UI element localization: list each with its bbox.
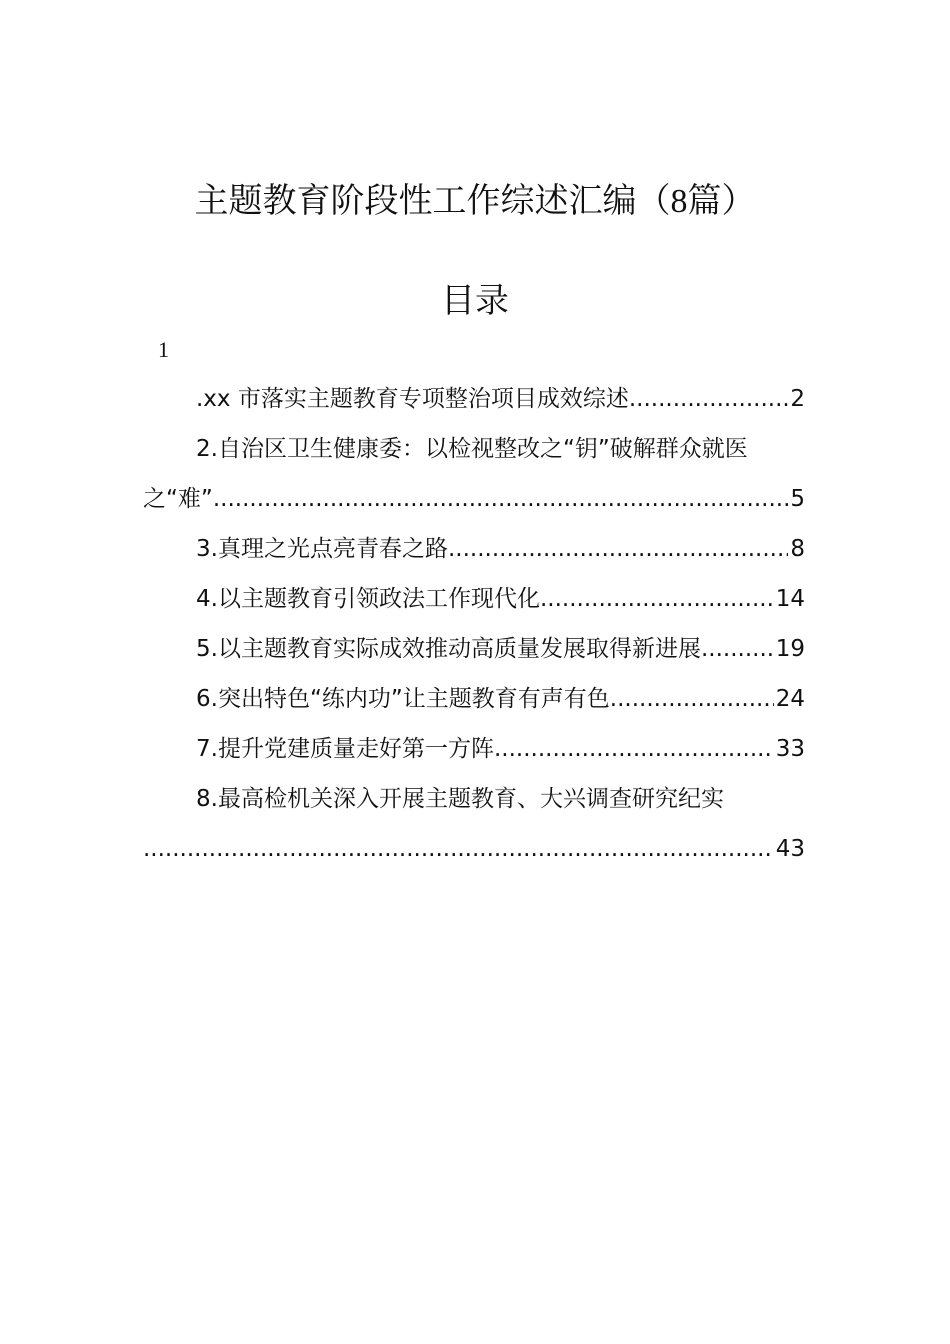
title-prefix: 主题教育阶段性工作综述汇编（ <box>194 181 671 221</box>
toc-entry-4[interactable] <box>143 574 805 624</box>
toc-entry-7[interactable] <box>143 724 805 774</box>
toc-entry-1[interactable] <box>143 374 805 424</box>
title-number: 8 <box>670 183 688 220</box>
toc-entry-text: 2.自治区卫生健康委：以检视整改之“钥”破解群众就医 <box>196 436 748 462</box>
dot-leader <box>540 574 774 624</box>
toc-entry-text: .xx 市落实主题教育专项整治项目成效综述 <box>196 386 629 412</box>
stray-number: 1 <box>158 337 169 362</box>
toc-entry-8-line-1[interactable] <box>143 774 805 824</box>
toc-entry-2-line-2[interactable] <box>143 474 805 524</box>
toc-entry-5[interactable] <box>143 624 805 674</box>
toc-entry-text: 7.提升党建质量走好第一方阵 <box>196 736 494 762</box>
dot-leader <box>701 624 774 674</box>
toc-entry-page: 14 <box>775 586 805 612</box>
toc-entry-text: 8.最高检机关深入开展主题教育、大兴调查研究纪实 <box>196 786 724 812</box>
dot-leader <box>213 474 789 524</box>
dot-leader <box>143 824 774 874</box>
dot-leader <box>629 374 789 424</box>
document-title <box>0 176 950 227</box>
dot-leader <box>610 674 774 724</box>
table-of-contents <box>143 374 805 874</box>
toc-entry-2-line-1[interactable] <box>143 424 805 474</box>
dot-leader <box>448 524 788 574</box>
toc-entry-8-line-2[interactable] <box>143 824 805 874</box>
toc-entry-page: 5 <box>790 486 805 512</box>
toc-entry-page: 2 <box>790 386 805 412</box>
toc-entry-page: 19 <box>775 636 805 662</box>
toc-entry-text: 5.以主题教育实际成效推动高质量发展取得新进展 <box>196 636 701 662</box>
toc-entry-page: 24 <box>775 686 805 712</box>
toc-entry-text: 6.突出特色“练内功”让主题教育有声有色 <box>196 686 610 712</box>
toc-entry-3[interactable] <box>143 524 805 574</box>
toc-entry-page: 8 <box>790 536 805 562</box>
toc-entry-6[interactable] <box>143 674 805 724</box>
toc-entry-text: 4.以主题教育引领政法工作现代化 <box>196 586 540 612</box>
toc-entry-page: 43 <box>775 836 805 862</box>
toc-entry-text: 3.真理之光点亮青春之路 <box>196 536 448 562</box>
toc-entry-text: 之“难” <box>143 486 213 512</box>
title-suffix: 篇） <box>687 181 756 221</box>
dot-leader <box>494 724 774 774</box>
toc-heading: 目录 <box>441 281 509 321</box>
toc-entry-page: 33 <box>775 736 805 762</box>
